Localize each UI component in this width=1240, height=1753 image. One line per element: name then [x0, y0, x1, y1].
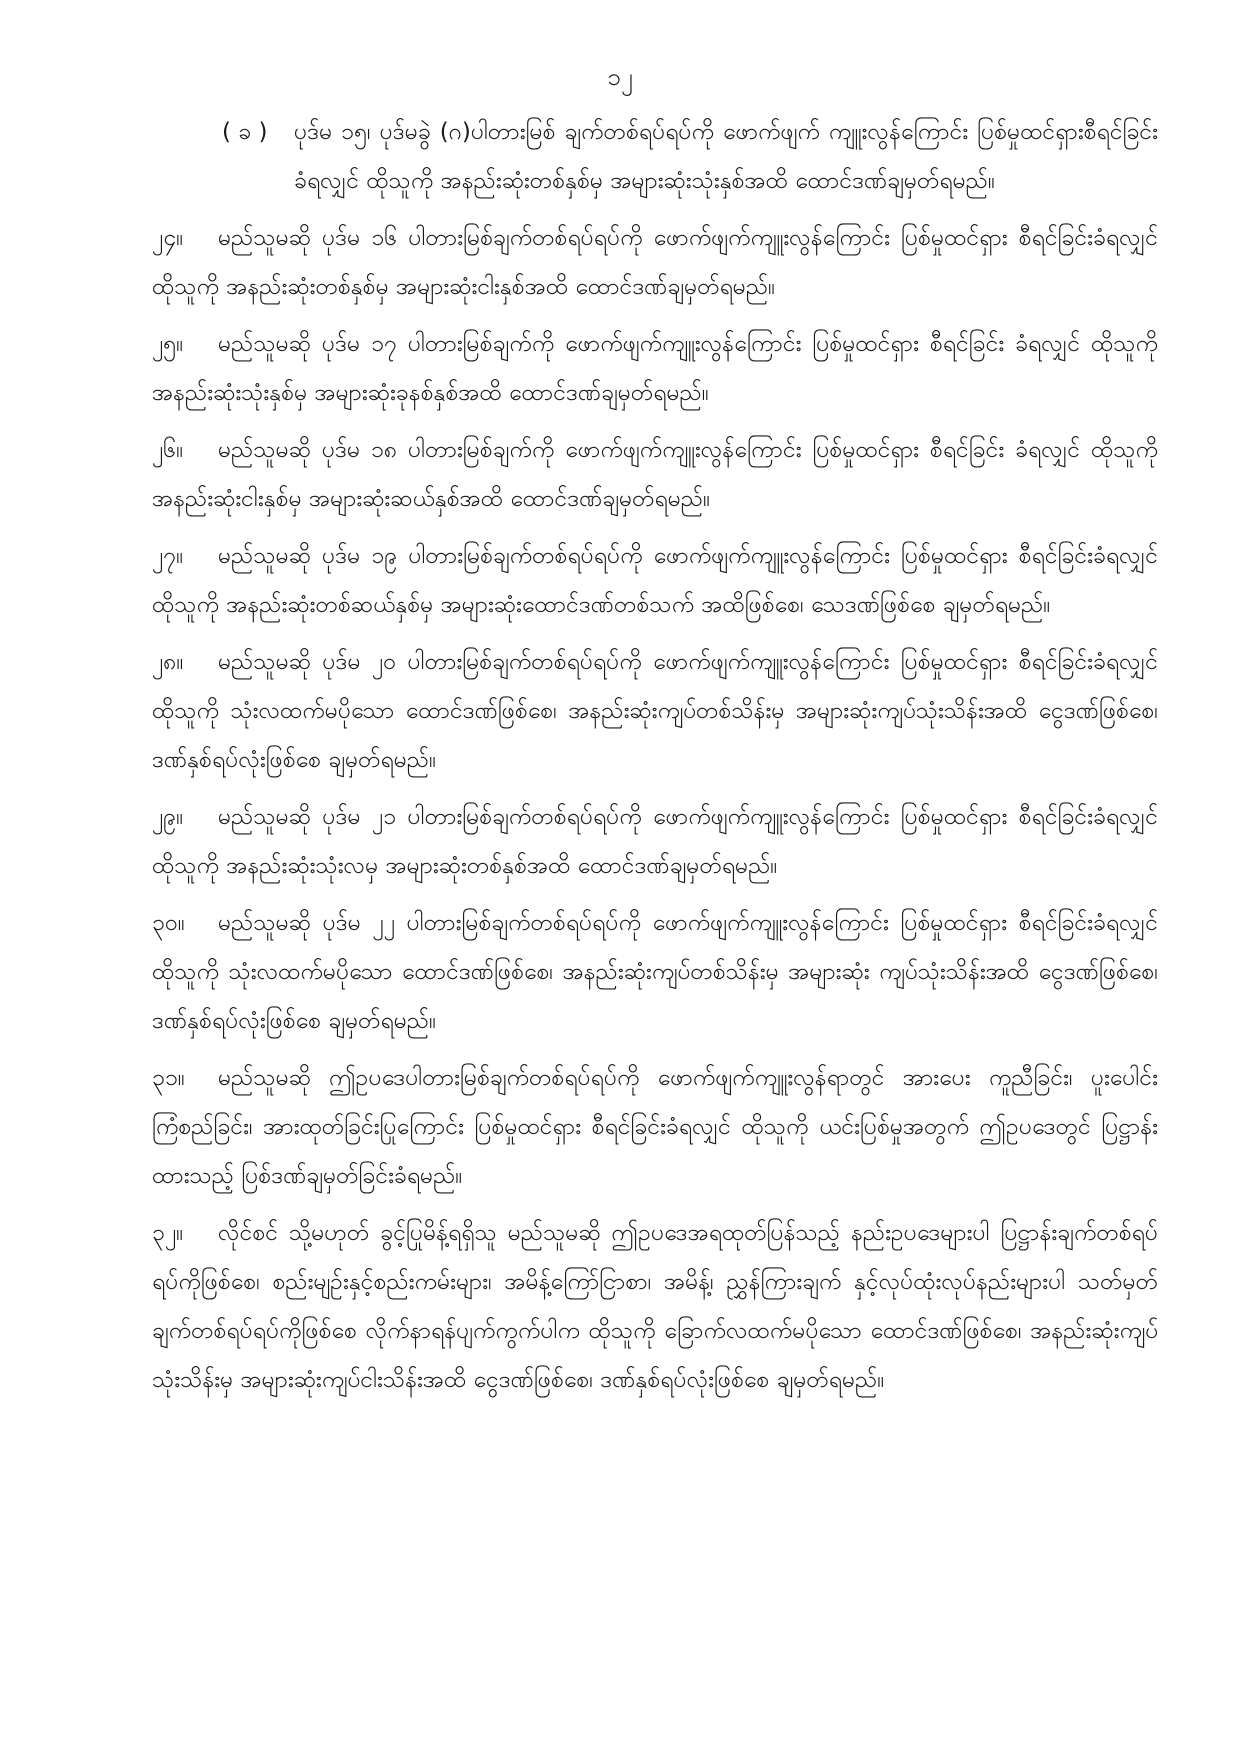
section-text: လိုင်စင် သို့မဟုတ် ခွင့်ပြုမိန့်ရရှိသူ မည်သူမဆို ဤဥပဒေအရထုတ်ပြန်သည့် နည်းဥပဒေများပါ ပြဋ္ဌာန်းချက်တစ်ရပ်ရပ်ကိုဖြစ်စေ၊ စည်းမျဉ်းနှင့်စည်းကမ်းများ၊ အမိန့်ကြော်ငြာစာ၊ အမိန့်၊ ညွှန်ကြားချက် နှင့်လုပ်ထုံးလုပ်နည်းများပါ သတ်မှတ်ချက်တစ်ရပ်ရပ်ကိုဖြစ်စေ လိုက်နာရန်ပျက်ကွက်ပါက ထိုသူကို ခြောက်လထက်မပိုသော ထောင်ဒဏ်ဖြစ်စေ၊ အနည်းဆုံးကျပ်သုံးသိန်းမှ အများဆုံးကျပ်ငါးသိန်းအထိ ငွေဒဏ်ဖြစ်စေ၊ ဒဏ်နှစ်ရပ်လုံးဖြစ်စေ ချမှတ်ရမည်။	[152, 1220, 1158, 1393]
section-number: ၂၄။	[152, 225, 184, 251]
document-body	[152, 108, 1158, 1413]
section-text: မည်သူမဆို ပုဒ်မ ၂၁ ပါတားမြစ်ချက်တစ်ရပ်ရပ်ကို ဖောက်ဖျက်ကျူးလွန်ကြောင်း ပြစ်မှုထင်ရှား စီရင်ခြင်းခံရလျှင် ထိုသူကို အနည်းဆုံးသုံးလမှ အများဆုံးတစ်နှစ်အထိ ထောင်ဒဏ်ချမှတ်ရမည်။	[152, 804, 1158, 879]
section-text: မည်သူမဆို ပုဒ်မ ၁၉ ပါတားမြစ်ချက်တစ်ရပ်ရပ်ကို ဖောက်ဖျက်ကျူးလွန်ကြောင်း ပြစ်မှုထင်ရှား စီရင်ခြင်းခံရလျှင် ထိုသူကို အနည်းဆုံးတစ်ဆယ်နှစ်မှ အများဆုံးထောင်ဒဏ်တစ်သက် အထိဖြစ်စေ၊ သေဒဏ်ဖြစ်စေ ချမှတ်ရမည်။	[152, 543, 1158, 618]
section-24	[152, 214, 1158, 312]
section-number: ၂၈။	[152, 649, 184, 675]
section-text: မည်သူမဆို ပုဒ်မ ၁၈ ပါတားမြစ်ချက်ကို ဖောက်ဖျက်ကျူးလွန်ကြောင်း ပြစ်မှုထင်ရှား စီရင်ခြင်း ခံရလျှင် ထိုသူကို အနည်းဆုံးငါးနှစ်မှ အများဆုံးဆယ်နှစ်အထိ ထောင်ဒဏ်ချမှတ်ရမည်။	[152, 437, 1158, 512]
page-number: ၁၂	[607, 63, 633, 91]
section-number: ၃၂။	[152, 1220, 184, 1246]
section-number: ၂၉။	[152, 804, 184, 830]
section-26	[152, 426, 1158, 524]
section-32	[152, 1209, 1158, 1405]
clause-number: ( ခ )	[222, 119, 268, 145]
section-number: ၃၀။	[152, 910, 185, 936]
section-text: မည်သူမဆို ပုဒ်မ ၁၆ ပါတားမြစ်ချက်တစ်ရပ်ရပ်ကို ဖောက်ဖျက်ကျူးလွန်ကြောင်း ပြစ်မှုထင်ရှား စီရင်ခြင်းခံရလျှင် ထိုသူကို အနည်းဆုံးတစ်နှစ်မှ အများဆုံးငါးနှစ်အထိ ထောင်ဒဏ်ချမှတ်ရမည်။	[152, 225, 1158, 300]
section-number: ၂၇။	[152, 543, 184, 569]
section-27	[152, 532, 1158, 630]
section-number: ၂၆။	[152, 437, 184, 463]
section-29	[152, 793, 1158, 891]
section-31	[152, 1054, 1158, 1201]
clause-text: ပုဒ်မ ၁၅၊ ပုဒ်မခွဲ (ဂ)ပါတားမြစ် ချက်တစ်ရပ်ရပ်ကို ဖောက်ဖျက် ကျူးလွန်ကြောင်း ပြစ်မှုထင်ရှားစီရင်ခြင်းခံရလျှင် ထိုသူကို အနည်းဆုံးတစ်နှစ်မှ အများဆုံးသုံးနှစ်အထိ ထောင်ဒဏ်ချမှတ်ရမည်။	[294, 119, 1158, 194]
section-number: ၂၅။	[152, 331, 184, 357]
section-text: မည်သူမဆို ဤဥပဒေပါတားမြစ်ချက်တစ်ရပ်ရပ်ကို ဖောက်ဖျက်ကျူးလွန်ရာတွင် အားပေး ကူညီခြင်း၊ ပူးပေါင်းကြံစည်ခြင်း၊ အားထုတ်ခြင်းပြုကြောင်း ပြစ်မှုထင်ရှား စီရင်ခြင်းခံရလျှင် ထိုသူကို ယင်းပြစ်မှုအတွက် ဤဥပဒေတွင် ပြဋ္ဌာန်းထားသည့် ပြစ်ဒဏ်ချမှတ်ခြင်းခံရမည်။	[152, 1065, 1158, 1189]
section-number: ၃၁။	[152, 1065, 185, 1091]
section-30	[152, 899, 1158, 1046]
section-text: မည်သူမဆို ပုဒ်မ ၂၀ ပါတားမြစ်ချက်တစ်ရပ်ရပ်ကို ဖောက်ဖျက်ကျူးလွန်ကြောင်း ပြစ်မှုထင်ရှား စီရင်ခြင်းခံရလျှင် ထိုသူကို သုံးလထက်မပိုသော ထောင်ဒဏ်ဖြစ်စေ၊ အနည်းဆုံးကျပ်တစ်သိန်းမှ အများဆုံးကျပ်သုံးသိန်းအထိ ငွေဒဏ်ဖြစ်စေ၊ ဒဏ်နှစ်ရပ်လုံးဖြစ်စေ ချမှတ်ရမည်။	[152, 649, 1158, 773]
section-text: မည်သူမဆို ပုဒ်မ ၁၇ ပါတားမြစ်ချက်ကို ဖောက်ဖျက်ကျူးလွန်ကြောင်း ပြစ်မှုထင်ရှား စီရင်ခြင်း ခံရလျှင် ထိုသူကိုအနည်းဆုံးသုံးနှစ်မှ အများဆုံးခုနစ်နှစ်အထိ ထောင်ဒဏ်ချမှတ်ရမည်။	[152, 331, 1158, 406]
section-text: မည်သူမဆို ပုဒ်မ ၂၂ ပါတားမြစ်ချက်တစ်ရပ်ရပ်ကို ဖောက်ဖျက်ကျူးလွန်ကြောင်း ပြစ်မှုထင်ရှား စီရင်ခြင်းခံရလျှင် ထိုသူကို သုံးလထက်မပိုသော ထောင်ဒဏ်ဖြစ်စေ၊ အနည်းဆုံးကျပ်တစ်သိန်းမှ အများဆုံး ကျပ်သုံးသိန်းအထိ ငွေဒဏ်ဖြစ်စေ၊ ဒဏ်နှစ်ရပ်လုံးဖြစ်စေ ချမှတ်ရမည်။	[152, 910, 1158, 1034]
section-28	[152, 638, 1158, 785]
section-25	[152, 320, 1158, 418]
clause-kha	[222, 108, 1158, 206]
